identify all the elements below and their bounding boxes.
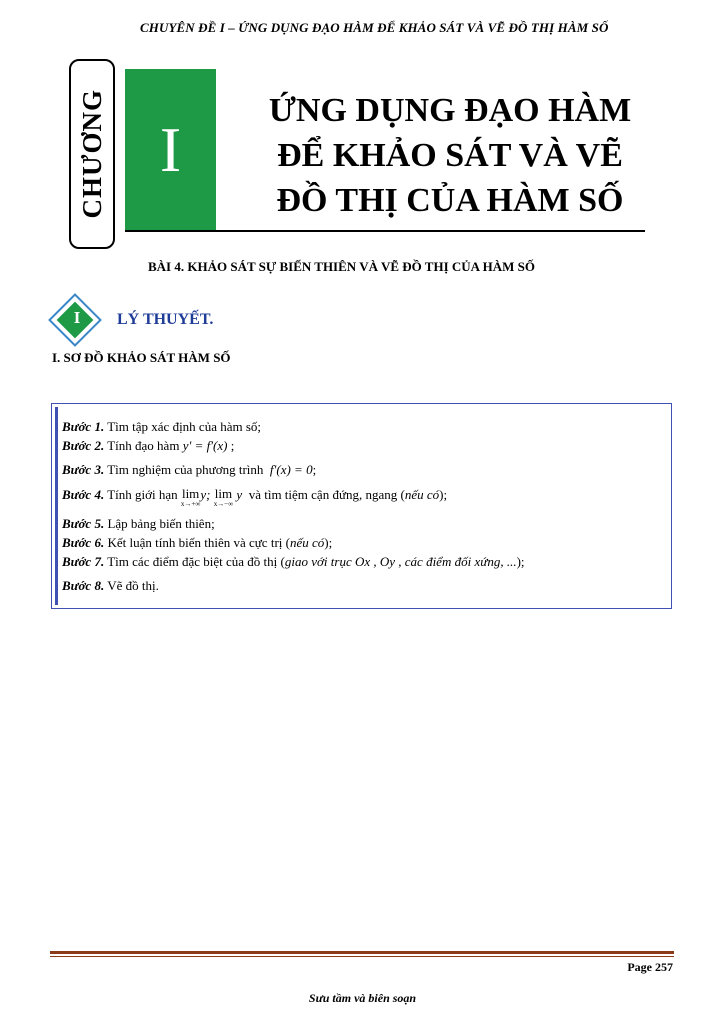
step-tail: );: [516, 554, 525, 569]
footer-credit: Sưu tầm và biên soạn: [308, 991, 417, 1005]
section-badge-label: I: [73, 308, 81, 327]
limit-var: y;: [200, 487, 211, 502]
step-text: Tính đạo hàm: [107, 438, 180, 453]
step-note: nếu có: [404, 487, 440, 502]
step-6: [62, 535, 332, 551]
step-math: f′(x) = 0: [269, 462, 313, 477]
title-underline: [125, 230, 645, 232]
chapter-title-line: ĐỒ THỊ CỦA HÀM SỐ: [276, 182, 624, 219]
step-tail: ;: [230, 438, 235, 453]
step-text: Vẽ đồ thị.: [107, 578, 159, 593]
chapter-title-line: ĐỂ KHẢO SÁT VÀ VẼ: [277, 137, 623, 174]
chapter-tab-label: CHƯƠNG: [76, 89, 107, 219]
lesson-title: BÀI 4. KHẢO SÁT SỰ BIẾN THIÊN VÀ VẼ ĐỒ THỊ CỦA HÀM SỐ: [148, 259, 535, 274]
step-7: [62, 554, 525, 570]
page-number: Page 257: [627, 960, 673, 974]
step-label: Bước 8.: [62, 578, 105, 593]
step-label: Bước 3.: [62, 462, 105, 477]
step-label: Bước 1.: [62, 419, 105, 434]
step-text: Tìm nghiệm của phương trình: [107, 462, 264, 477]
step-note: nếu có: [289, 535, 325, 550]
section-heading: LÝ THUYẾT.: [117, 311, 214, 328]
chapter-tab: [69, 59, 115, 249]
footer-rule-thin: [50, 956, 674, 957]
step-text: Tìm tập xác định của hàm số;: [107, 419, 262, 434]
limit-minus-infinity: lim x→−∞: [213, 486, 234, 508]
step-text: Kết luận tính biến thiên và cực trị (: [107, 535, 290, 550]
step-8: [62, 578, 159, 594]
step-label: Bước 6.: [62, 535, 105, 550]
step-1: [62, 419, 261, 435]
subsection-title: I. SƠ ĐỒ KHẢO SÁT HÀM SỐ: [52, 350, 231, 365]
step-label: Bước 4.: [62, 487, 105, 502]
step-math: y′ = f′(x): [182, 438, 228, 453]
step-3: [62, 462, 316, 478]
step-label: Bước 2.: [62, 438, 105, 453]
step-text: Lập bảng biến thiên;: [107, 516, 215, 531]
step-text: Tính giới hạn: [107, 487, 178, 502]
steps-box-accent-bar: [55, 407, 58, 605]
step-text: và tìm tiệm cận đứng, ngang (: [248, 487, 405, 502]
chapter-title: [220, 88, 680, 223]
step-4: [62, 487, 447, 507]
step-2: [62, 438, 234, 454]
limit-plus-infinity: lim x→+∞: [180, 486, 201, 508]
limit-var: y: [236, 487, 243, 502]
running-header: CHUYÊN ĐỀ I – ỨNG DỤNG ĐẠO HÀM ĐỂ KHẢO SÁT VÀ VẼ ĐỒ THỊ HÀM SỐ: [140, 20, 609, 35]
chapter-title-line: ỨNG DỤNG ĐẠO HÀM: [268, 92, 632, 129]
step-tail: );: [439, 487, 448, 502]
chapter-numeral-box: [125, 69, 216, 231]
chapter-numeral: I: [159, 114, 182, 185]
step-5: [62, 516, 215, 532]
step-note: giao với trục Ox , Oy , các điểm đối xứng, ...: [284, 554, 517, 569]
step-text: Tìm các điểm đặc biệt của đồ thị (: [107, 554, 285, 569]
step-tail: );: [324, 535, 333, 550]
step-tail: ;: [312, 462, 317, 477]
footer-rule-thick: [50, 951, 674, 954]
step-label: Bước 5.: [62, 516, 105, 531]
step-label: Bước 7.: [62, 554, 105, 569]
